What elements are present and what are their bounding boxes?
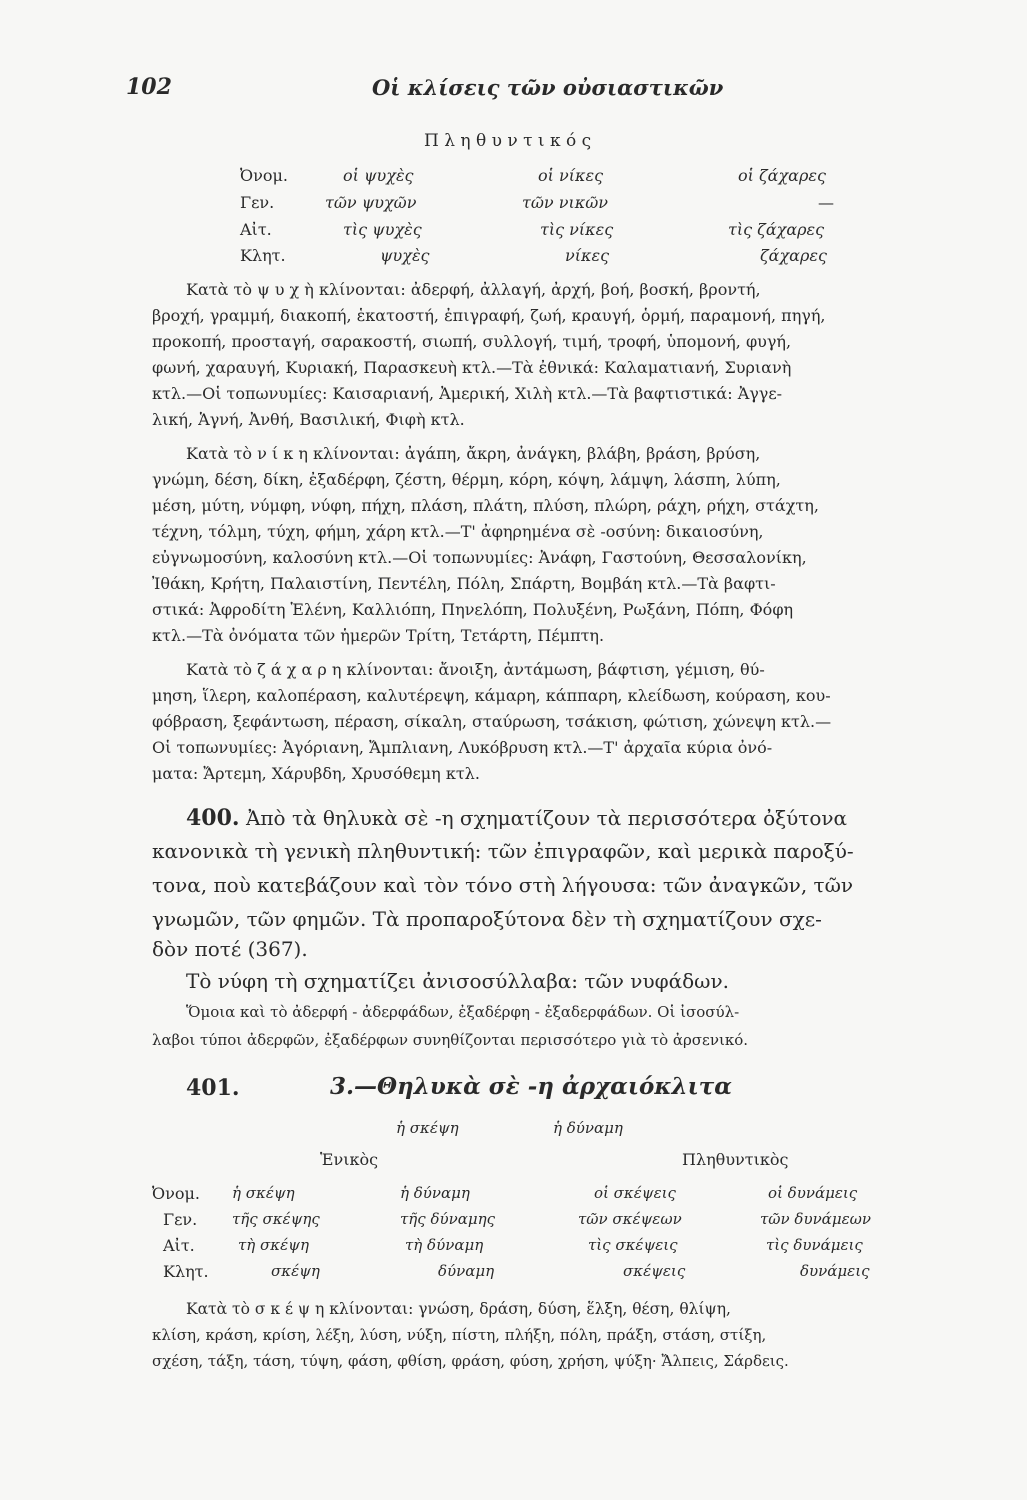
- form-dynami-pl: οἱ δυνάμεις: [768, 1184, 858, 1202]
- case-label: Γεν.: [240, 193, 275, 212]
- form-skepsi-pl: τῶν σκέψεων: [578, 1210, 682, 1228]
- form-zachari: —: [818, 193, 834, 212]
- note-line: λαβοι τύποι ἀδερφῶν, ἐξαδέρφων συνηθίζονται περισσότερο γιὰ τὸ ἀρσενικό.: [152, 1031, 748, 1049]
- text-line: τέχνη, τόλμη, τύχη, φήμη, χάρη κτλ.—Τ' ἀφηρημένα σὲ -οσύνη: δικαιοσύνη,: [152, 522, 764, 541]
- text-line: Ἰθάκη, Κρήτη, Παλαιστίνη, Πεντέλη, Πόλη, Σπάρτη, Βομβάη κτλ.—Τὰ βαφτι-: [152, 574, 776, 593]
- text-line: Κατὰ τὸ ζ ά χ α ρ η κλίνονται: ἄνοιξη, ἀντάμωση, βάφτιση, γέμιση, θύ-: [186, 660, 765, 679]
- text-line: Κατὰ τὸ ψ υ χ ὴ κλίνονται: ἀδερφή, ἀλλαγή, ἀρχή, βοή, βοσκή, βροντή,: [186, 280, 761, 299]
- form-psyche: τὶς ψυχὲς: [343, 220, 422, 239]
- form-psyche: τῶν ψυχῶν: [325, 193, 417, 212]
- singular-heading: Ἑνικὸς: [320, 1150, 379, 1169]
- text-line: Κατὰ τὸ σ κ έ ψ η κλίνονται: γνώση, δράση, δύση, ἕλξη, θέση, θλίψη,: [186, 1300, 731, 1318]
- form-nike: νίκες: [565, 246, 610, 265]
- case-label: Αἰτ.: [240, 220, 272, 239]
- case-label: Κλητ.: [163, 1262, 209, 1281]
- form-nike: τὶς νίκες: [540, 220, 614, 239]
- form-skepsi: ἡ σκέψη: [232, 1184, 295, 1202]
- form-zachari: ζάχαρες: [760, 246, 827, 265]
- form-skepsi: τὴ σκέψη: [238, 1236, 309, 1254]
- form-dynami: ἡ δύναμη: [400, 1184, 470, 1202]
- form-psyche: ψυχὲς: [380, 246, 430, 265]
- note-line: Ὅμοια καὶ τὸ ἀδερφή - ἀδερφάδων, ἐξαδέρφη - ἐξαδερφάδων. Οἱ ἰσοσύλ-: [186, 1003, 740, 1021]
- section-line: [186, 805, 847, 831]
- text-line: μηση, ἵλερη, καλοπέραση, καλυτέρεψη, κάμαρη, κάππαρη, κλείδωση, κούραση, κου-: [152, 686, 831, 705]
- running-title: Οἱ κλίσεις τῶν οὐσιαστικῶν: [372, 75, 724, 100]
- case-label: Αἰτ.: [163, 1236, 195, 1255]
- section-text: Ἀπὸ τὰ θηλυκὰ σὲ -η σχηματίζουν τὰ περισσότερα ὀξύτονα: [245, 806, 848, 830]
- form-dynami: δύναμη: [438, 1262, 495, 1280]
- form-zachari: οἱ ζάχαρες: [738, 166, 826, 185]
- plural-heading: Πληθυντικὸς: [682, 1150, 789, 1169]
- form-skepsi-pl: σκέψεις: [623, 1262, 686, 1280]
- text-line: κτλ.—Οἱ τοπωνυμίες: Καισαριανή, Ἀμερική, Χιλὴ κτλ.—Τὰ βαφτιστικά: Ἀγγε-: [152, 384, 783, 403]
- text-line: λική, Ἁγνή, Ἀνθή, Βασιλική, Φιφὴ κτλ.: [152, 410, 465, 429]
- section-line: Τὸ νύφη τὴ σχηματίζει ἀνισοσύλλαβα: τῶν νυφάδων.: [186, 969, 729, 993]
- form-nike: οἱ νίκες: [538, 166, 604, 185]
- section-line: τονα, ποὺ κατεβάζουν καὶ τὸν τόνο στὴ λήγουσα: τῶν ἀναγκῶν, τῶν: [152, 873, 854, 897]
- form-dynami-pl: τὶς δυνάμεις: [766, 1236, 863, 1254]
- model-word: ἡ σκέψη: [396, 1119, 459, 1137]
- text-line: μέση, μύτη, νύμφη, νύφη, πήχη, πλάση, πλάτη, πλύση, πλώρη, ράχη, ρήχη, στάχτη,: [152, 496, 819, 515]
- text-line: κτλ.—Τὰ ὀνόματα τῶν ἡμερῶν Τρίτη, Τετάρτη, Πέμπτη.: [152, 626, 605, 645]
- form-nike: τῶν νικῶν: [522, 193, 608, 212]
- form-skepsi: τῆς σκέψης: [232, 1210, 320, 1228]
- page-number: 102: [126, 74, 172, 100]
- form-psyche: οἱ ψυχὲς: [343, 166, 414, 185]
- section-number: 401.: [186, 1075, 240, 1101]
- text-line: σχέση, τάξη, τάση, τύψη, φάση, φθίση, φράση, φύση, χρήση, ψύξη· Ἄλπεις, Σάρδεις.: [152, 1352, 789, 1370]
- model-word: ἡ δύναμη: [553, 1119, 623, 1137]
- form-dynami-pl: τῶν δυνάμεων: [760, 1210, 871, 1228]
- text-line: προκοπή, προσταγή, σαρακοστή, σιωπή, συλλογή, τιμή, τροφή, ὑπομονή, φυγή,: [152, 332, 792, 351]
- form-skepsi-pl: οἱ σκέψεις: [594, 1184, 676, 1202]
- form-skepsi: σκέψη: [271, 1262, 320, 1280]
- form-zachari: τὶς ζάχαρες: [728, 220, 825, 239]
- case-label: Ὀνομ.: [240, 166, 288, 185]
- text-line: φωνή, χαραυγή, Κυριακή, Παρασκευὴ κτλ.—Τὰ ἐθνικά: Καλαματιανή, Συριανὴ: [152, 358, 792, 377]
- plural-heading: Π λ η θ υ ν τ ι κ ό ς: [424, 131, 592, 151]
- case-label: Ὀνομ.: [152, 1184, 200, 1203]
- text-line: βροχή, γραμμή, διακοπή, ἑκατοστή, ἐπιγραφή, ζωή, κραυγή, ὁρμή, παραμονή, πηγή,: [152, 306, 826, 325]
- case-label: Κλητ.: [240, 246, 286, 265]
- form-skepsi-pl: τὶς σκέψεις: [588, 1236, 678, 1254]
- section-title: 3.—Θηλυκὰ σὲ -η ἀρχαιόκλιτα: [330, 1073, 732, 1100]
- text-line: Οἱ τοπωνυμίες: Ἀγόριανη, Ἄμπλιανη, Λυκόβρυση κτλ.—Τ' ἀρχαῖα κύρια ὀνό-: [152, 738, 773, 757]
- section-line: γνωμῶν, τῶν φημῶν. Τὰ προπαροξύτονα δὲν τὴ σχηματίζουν σχε-: [152, 907, 822, 931]
- form-dynami: τὴ δύναμη: [405, 1236, 484, 1254]
- text-line: γνώμη, δέση, δίκη, ἐξαδέρφη, ζέστη, θέρμη, κόρη, κόψη, λάμψη, λάσπη, λύπη,: [152, 470, 781, 489]
- text-line: εὐγνωμοσύνη, καλοσύνη κτλ.—Οἱ τοπωνυμίες: Ἀνάφη, Γαστούνη, Θεσσαλονίκη,: [152, 548, 807, 567]
- section-line: δὸν ποτέ (367).: [152, 937, 308, 961]
- text-line: στικά: Ἀφροδίτη Ἑλένη, Καλλιόπη, Πηνελόπη, Πολυξένη, Ρωξάνη, Πόπη, Φόφη: [152, 600, 794, 619]
- text-line: φόβραση, ξεφάντωση, πέραση, σίκαλη, σταύρωση, τσάκιση, φώτιση, χώνεψη κτλ.—: [152, 712, 832, 731]
- form-dynami-pl: δυνάμεις: [800, 1262, 870, 1280]
- text-line: ματα: Ἄρτεμη, Χάρυβδη, Χρυσόθεμη κτλ.: [152, 764, 480, 783]
- form-dynami: τῆς δύναμης: [400, 1210, 495, 1228]
- case-label: Γεν.: [163, 1210, 198, 1229]
- text-line: κλίση, κράση, κρίση, λέξη, λύση, νύξη, πίστη, πλήξη, πόλη, πράξη, στάση, στίξη,: [152, 1326, 767, 1344]
- section-number: 400.: [186, 805, 240, 831]
- text-line: Κατὰ τὸ ν ί κ η κλίνονται: ἀγάπη, ἄκρη, ἀνάγκη, βλάβη, βράση, βρύση,: [186, 444, 761, 463]
- section-line: κανονικὰ τὴ γενικὴ πληθυντική: τῶν ἐπιγραφῶν, καὶ μερικὰ παροξύ-: [152, 839, 854, 863]
